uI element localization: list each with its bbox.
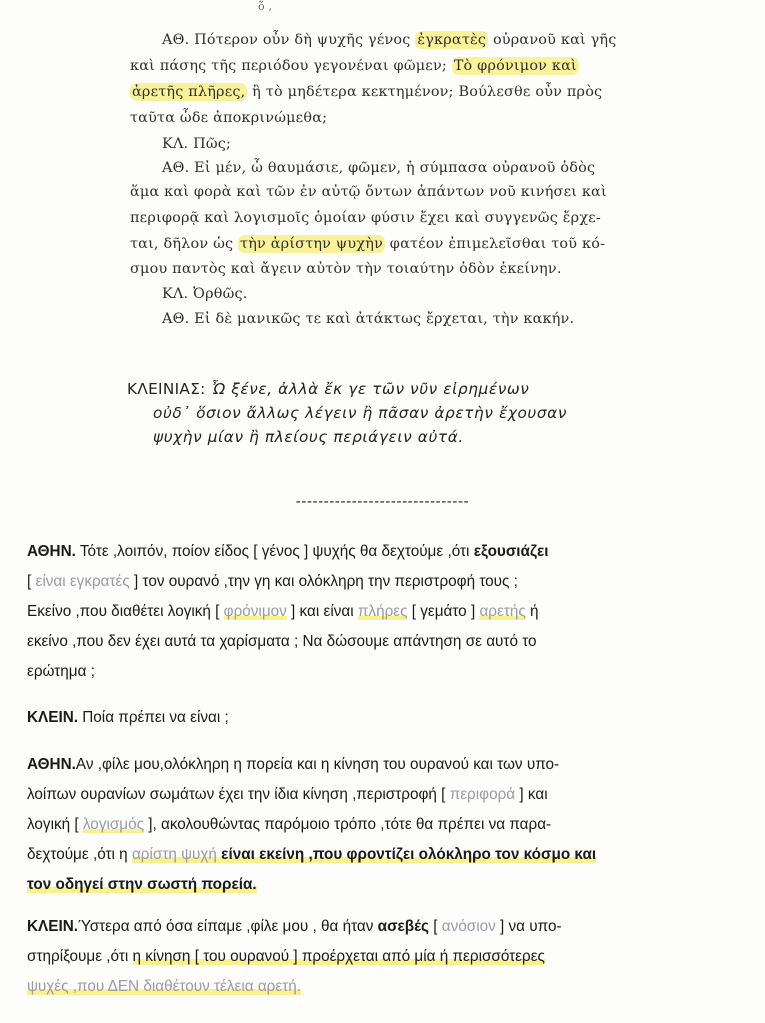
term-aretis: αρετής: [479, 603, 526, 620]
p4-line-3: [27, 978, 301, 996]
speaker-athin: ΑΘΗΝ.: [27, 756, 76, 773]
kleinias-speaker: ΚΛΕΙΝΙΑΣ:: [127, 380, 206, 398]
term-fronimon: φρόνιμον: [223, 603, 287, 620]
kleinias-line-3: ψυχὴν μίαν ἢ πλείους περιάγειν αὐτά.: [153, 428, 464, 446]
p4-line-2: στηρίξουμε ,ότι η κίνηση [ του ουρανού ] προέρχεται από μία ή περισσότερες: [27, 948, 545, 965]
greek-line-2: καὶ πάσης τῆς περιόδου γεγονέναι φῶμεν; Τὸ φρόνιμον καὶ: [130, 58, 577, 74]
p3-line-3: λογική [ λογισμός ], ακολουθώντας παρόμοιο τρόπο ,τότε θα πρέπει να παρα-: [27, 816, 552, 833]
greek-line-1: ΑΘ. Πότερον οὖν δὴ ψυχῆς γένος ἐγκρατὲς οὐρανοῦ καὶ γῆς: [162, 32, 617, 48]
speaker-athin: ΑΘΗΝ.: [27, 543, 76, 560]
p3-line-5: τον οδηγεί στην σωστή πορεία.: [27, 876, 257, 893]
p3-line-2: λοίπων ουρανίων σωμάτων έχει την ίδια κίνηση ,περιστροφή [ περιφορά ] και: [27, 786, 548, 803]
greek-line-6: ΑΘ. Εἰ μέν, ὦ θαυμάσιε, φῶμεν, ἡ σύμπασα οὐρανοῦ ὁδὸς: [162, 160, 596, 176]
greek-line-4: ταῦτα ὧδε ἀποκρινώμεθα;: [130, 110, 328, 126]
greek-line-9: ται, δῆλον ὡς τὴν ἀρίστην ψυχὴν φατέον ἐπιμελεῖσθαι τοῦ κό-: [130, 236, 606, 252]
p2-line-1: ΚΛΕΙΝ. Ποία πρέπει να είναι ;: [27, 709, 229, 726]
top-mark: ὅ ,: [258, 0, 273, 13]
highlight-fronimon: Τὸ φρόνιμον καὶ: [453, 58, 577, 74]
p1-line-5: ερώτημα ;: [27, 663, 95, 680]
highlight-egkrates: ἐγκρατὲς: [417, 32, 487, 48]
kleinias-line-2: οὐδ᾽ ὅσιον ἄλλως λέγειν ἢ πᾶσαν ἀρετὴν ἔχουσαν: [153, 404, 568, 422]
term-psyches-no-virtue: ψυχές ,που ΔΕΝ διαθέτουν τέλεια αρετή.: [27, 978, 301, 995]
term-aristi-psychi: αρίστη ψυχή: [131, 846, 217, 863]
p3-line-4: δεχτούμε ,ότι η αρίστη ψυχή είναι εκείνη ,που φροντίζει ολόκληρο τον κόσμο και: [27, 846, 597, 863]
speaker-klein: ΚΛΕΙΝ.: [27, 709, 78, 726]
p3-line-1: ΑΘΗΝ.Αν ,φίλε μου,ολόκληρη η πορεία και η κίνηση του ουρανού και των υπο-: [27, 756, 560, 773]
term-logismos: λογισμός: [82, 816, 144, 833]
greek-line-7: ἅμα καὶ φορὰ καὶ τῶν ἐν αὐτῷ ὄντων ἁπάντων νοῦ κινήσει καὶ: [130, 184, 607, 200]
p1-line-4: εκείνο ,που δεν έχει αυτά τα χαρίσματα ; Να δώσουμε απάντηση σε αυτό το: [27, 633, 537, 650]
speaker-klein: ΚΛΕΙΝ.: [27, 918, 78, 935]
highlight-aretis-pleres: ἀρετῆς πλῆρες,: [132, 84, 246, 100]
term-anosion: ανόσιον: [441, 918, 496, 935]
greek-line-5: ΚΛ. Πῶς;: [162, 136, 232, 152]
greek-line-11: ΚΛ. Ὀρθῶς.: [162, 286, 248, 302]
term-periphora: περιφορά: [449, 786, 516, 803]
greek-line-10: σμου παντὸς καὶ ἄγειν αὐτὸν τὴν τοιαύτην ὁδὸν ἐκείνην.: [130, 261, 562, 277]
p1-line-2: [ είναι εγκρατές ] τον ουρανό ,την γη και ολόκληρη την περιστροφή τους ;: [27, 573, 518, 590]
term-egkrates: είναι εγκρατές: [35, 573, 130, 590]
greek-line-8: περιφορᾷ καὶ λογισμοῖς ὁμοίαν φύσιν ἔχει καὶ συγγενῶς ἔρχε-: [130, 210, 601, 226]
greek-line-12: ΑΘ. Εἰ δὲ μανικῶς τε καὶ ἀτάκτως ἔρχεται, τὴν κακήν.: [162, 311, 575, 327]
greek-line-3: ἀρετῆς πλῆρες, ἢ τὸ μηδέτερα κεκτημένον; Βούλεσθε οὖν πρὸς: [132, 84, 603, 100]
p1-line-1: ΑΘΗΝ. Τότε ,λοιπόν, ποίον είδος [ γένος ] ψυχής θα δεχτούμε ,ότι εξουσιάζει: [27, 543, 549, 560]
highlight-aristin-psychin: τὴν ἀρίστην ψυχὴν: [240, 236, 384, 252]
term-pleres: πλήρες: [357, 603, 408, 620]
separator: -------------------------------: [295, 493, 470, 510]
kleinias-line-1: ΚΛΕΙΝΙΑΣ: Ὦ ξένε, ἀλλὰ ἔκ γε τῶν νῦν εἰρημένων: [127, 380, 530, 398]
p1-line-3: Εκείνο ,που διαθέτει λογική [ φρόνιμον ] και είναι πλήρες [ γεμάτο ] αρετής ή: [27, 603, 539, 620]
p4-line-1: ΚΛΕΙΝ.Ύστερα από όσα είπαμε ,φίλε μου , θα ήταν ασεβές [ ανόσιον ] να υπο-: [27, 918, 562, 935]
